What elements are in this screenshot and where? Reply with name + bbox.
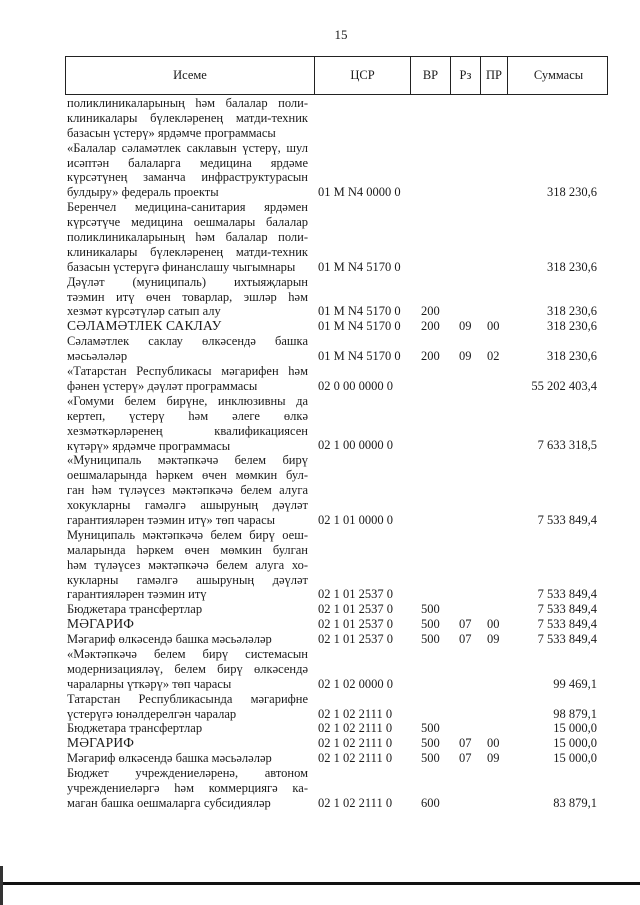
row-name-cell <box>65 617 313 632</box>
row-name-line: Беренчел медицина-санитария ярдәмен <box>67 200 308 215</box>
row-name-cell <box>65 721 313 736</box>
row-name-cell <box>65 96 313 141</box>
row-name-line: Татарстан Республикасында мәгарифне <box>67 691 308 706</box>
row-pr-cell: 00 <box>487 617 500 632</box>
row-csr-cell: 01 M N4 5170 0 <box>318 259 401 274</box>
row-name-line: күрсәтүче медицина оешмалары балалар <box>67 215 308 230</box>
row-vr-cell: 500 <box>421 602 440 617</box>
row-name-cell <box>65 602 313 617</box>
row-csr-cell: 02 0 00 0000 0 <box>318 378 393 393</box>
row-csr-cell: 01 M N4 5170 0 <box>318 304 401 319</box>
row-name-line: «Балалар сәламәтлек саклавын үстерү, шул <box>67 140 308 155</box>
row-pr-cell: 02 <box>487 349 500 364</box>
row-sum-cell: 318 230,6 <box>547 349 597 364</box>
table-row <box>65 692 608 722</box>
row-sum-cell: 7 633 318,5 <box>537 438 597 453</box>
row-csr-cell: 02 1 01 2537 0 <box>318 587 393 602</box>
row-vr-cell: 500 <box>421 721 440 736</box>
row-name-cell <box>65 394 313 454</box>
row-name-line: Мәгариф өлкәсендә башка мәсьәләләр <box>67 751 272 766</box>
row-name-cell <box>65 632 313 647</box>
row-csr-cell: 01 M N4 0000 0 <box>318 185 401 200</box>
table-row <box>65 602 608 617</box>
row-name-line: «Муниципаль мәктәпкәчә белем бирү <box>67 453 308 468</box>
table-row <box>65 736 608 751</box>
row-vr-cell: 500 <box>421 632 440 647</box>
row-name-line: маган башка оешмаларга субсидияләр <box>67 795 271 810</box>
column-header-vr: ВР <box>410 57 450 94</box>
row-name-line: хезмәткәрләренең квалификациясен <box>67 423 308 438</box>
table-row <box>65 632 608 647</box>
row-name-line: үстерүгә юнәлдерелгән чаралар <box>67 706 237 721</box>
row-name-line: МӘГАРИФ <box>67 736 135 751</box>
row-name-line: Муниципаль мәктәпкәчә белем бирү оеш- <box>67 527 308 542</box>
row-rz-cell: 07 <box>459 617 472 632</box>
table-body <box>65 96 608 811</box>
row-name-cell <box>65 200 313 274</box>
row-name-line: «Гомуми белем бирүне, инклюзивны да <box>67 393 308 408</box>
column-header-sum: Суммасы <box>507 57 609 94</box>
row-name-line: клиникалары бүлекләренең матди-техник <box>67 110 308 125</box>
table-row <box>65 334 608 364</box>
table-row <box>65 394 608 454</box>
row-name-line: Бюджетара трансфертлар <box>67 721 203 736</box>
row-pr-cell: 09 <box>487 751 500 766</box>
row-name-cell <box>65 692 313 722</box>
row-csr-cell: 02 1 02 0000 0 <box>318 676 393 691</box>
row-sum-cell: 7 533 849,4 <box>537 617 597 632</box>
column-header-csr: ЦСР <box>314 57 410 94</box>
row-sum-cell: 83 879,1 <box>553 795 597 810</box>
row-name-line: кертеп, үстерү һәм әлеге өлкә <box>67 408 308 423</box>
row-name-line: МӘГАРИФ <box>67 617 135 632</box>
row-name-line: күрсәтүнең заманча инфраструктурасын <box>67 170 308 185</box>
row-csr-cell: 02 1 01 2537 0 <box>318 617 393 632</box>
row-name-line: хокукларны гамәлгә ашыруның дәүләт <box>67 498 308 513</box>
row-csr-cell: 02 1 01 2537 0 <box>318 632 393 647</box>
table-header <box>65 56 608 95</box>
table-row <box>65 766 608 811</box>
row-csr-cell: 02 1 00 0000 0 <box>318 438 393 453</box>
row-csr-cell: 02 1 01 2537 0 <box>318 602 393 617</box>
row-csr-cell: 02 1 02 2111 0 <box>318 751 393 766</box>
row-vr-cell: 500 <box>421 617 440 632</box>
row-sum-cell: 15 000,0 <box>553 751 597 766</box>
row-csr-cell: 02 1 02 2111 0 <box>318 736 393 751</box>
table-row <box>65 453 608 527</box>
column-header-name: Исеме <box>173 68 207 82</box>
row-name-line: поликлиникаларының һәм балалар поли- <box>67 96 308 110</box>
row-name-line: Дәүләт (муниципаль) ихтыяҗларын <box>67 274 308 289</box>
row-pr-cell: 00 <box>487 319 500 334</box>
row-csr-cell: 02 1 01 0000 0 <box>318 512 393 527</box>
row-name-line: «Татарстан Республикасы мәгарифен һәм <box>67 364 308 379</box>
row-rz-cell: 09 <box>459 319 472 334</box>
row-rz-cell: 07 <box>459 751 472 766</box>
row-sum-cell: 15 000,0 <box>553 721 597 736</box>
row-sum-cell: 7 533 849,4 <box>537 602 597 617</box>
table-row <box>65 200 608 274</box>
row-name-line: «Мәктәпкәчә белем бирү системасын <box>67 647 308 662</box>
row-sum-cell: 98 879,1 <box>553 706 597 721</box>
row-name-cell <box>65 319 313 334</box>
row-rz-cell: 07 <box>459 632 472 647</box>
scan-edge-line <box>0 882 640 885</box>
page-number: 15 <box>334 27 348 42</box>
row-sum-cell: 7 533 849,4 <box>537 632 597 647</box>
table-row <box>65 96 608 141</box>
row-csr-cell: 02 1 02 2111 0 <box>318 721 393 736</box>
row-name-line: базасын үстерүгә финанслашу чыгымнары <box>67 259 296 274</box>
row-name-line: кукларны гамәлгә ашыруның дәүләт <box>67 572 308 587</box>
table-row <box>65 647 608 692</box>
table-row <box>65 364 608 394</box>
column-header-rz: Рз <box>450 57 480 94</box>
row-csr-cell: 02 1 02 2111 0 <box>318 795 393 810</box>
scan-edge-left <box>0 866 3 905</box>
row-name-line: СӘЛАМӘТЛЕК САКЛАУ <box>67 319 222 334</box>
row-pr-cell: 00 <box>487 736 500 751</box>
row-name-line: булдыру» федераль проекты <box>67 185 219 200</box>
row-name-cell <box>65 364 313 394</box>
row-name-line: учреждениеләргә һәм коммерциягә ка- <box>67 781 308 796</box>
row-name-line: гарантияләрен тәэмин итү» төп чарасы <box>67 512 276 527</box>
row-name-line: һәм түләүсез мәктәпкәчә белем алуга хо- <box>67 557 308 572</box>
row-name-line: модернизацияләү, белем бирү өлкәсендә <box>67 661 308 676</box>
row-name-line: ган һәм түләүсез мәктәпкәчә белем алуга <box>67 483 308 498</box>
row-sum-cell: 7 533 849,4 <box>537 512 597 527</box>
row-vr-cell: 500 <box>421 751 440 766</box>
row-name-line: чараларны үткәрү» төп чарасы <box>67 676 232 691</box>
row-name-line: исәптән балаларга медицина ярдәме <box>67 155 308 170</box>
row-sum-cell: 7 533 849,4 <box>537 587 597 602</box>
table-row <box>65 141 608 201</box>
table-row <box>65 528 608 602</box>
row-pr-cell: 09 <box>487 632 500 647</box>
table-row <box>65 617 608 632</box>
row-sum-cell: 55 202 403,4 <box>531 378 597 393</box>
row-name-line: маларында һәркем өчен мөмкин булган <box>67 542 308 557</box>
row-name-line: тәэмин итү өчен товарлар, эшләр һәм <box>67 289 308 304</box>
row-name-cell <box>65 751 313 766</box>
row-csr-cell: 02 1 02 2111 0 <box>318 706 393 721</box>
row-csr-cell: 01 M N4 5170 0 <box>318 349 401 364</box>
row-vr-cell: 600 <box>421 795 440 810</box>
row-name-line: Бюджетара трансфертлар <box>67 602 203 617</box>
row-rz-cell: 09 <box>459 349 472 364</box>
row-sum-cell: 15 000,0 <box>553 736 597 751</box>
row-name-line: Сәламәтлек саклау өлкәсендә башка <box>67 334 308 349</box>
row-name-line: мәсьәләләр <box>67 349 128 364</box>
row-name-cell <box>65 275 313 320</box>
row-sum-cell: 318 230,6 <box>547 259 597 274</box>
row-name-cell <box>65 647 313 692</box>
table-row <box>65 751 608 766</box>
row-name-line: оешмаларында һәркем өчен мөмкин бул- <box>67 468 308 483</box>
column-header-pr: ПР <box>480 57 507 94</box>
row-vr-cell: 200 <box>421 349 440 364</box>
row-rz-cell: 07 <box>459 736 472 751</box>
table-row <box>65 721 608 736</box>
row-name-line: хезмәт күрсәтүләр сатып алу <box>67 304 221 319</box>
table-row <box>65 275 608 320</box>
row-name-cell <box>65 141 313 201</box>
row-name-line: клиникалары бүлекләренең матди-техник <box>67 244 308 259</box>
row-vr-cell: 200 <box>421 304 440 319</box>
row-name-line: күтәрү» ярдәмче программасы <box>67 438 231 453</box>
row-name-cell <box>65 736 313 751</box>
row-name-cell <box>65 528 313 602</box>
row-name-cell <box>65 453 313 527</box>
row-name-cell <box>65 334 313 364</box>
row-name-line: фәнен үстерү» дәүләт программасы <box>67 378 258 393</box>
row-csr-cell: 01 M N4 5170 0 <box>318 319 401 334</box>
row-vr-cell: 200 <box>421 319 440 334</box>
row-name-line: поликлиникаларының һәм балалар поли- <box>67 230 308 245</box>
row-name-line: Мәгариф өлкәсендә башка мәсьәләләр <box>67 632 272 647</box>
row-name-line: гарантияләрен тәэмин итү <box>67 587 207 602</box>
row-name-line: базасын үстерү» ярдәмче программасы <box>67 125 276 140</box>
row-sum-cell: 99 469,1 <box>553 676 597 691</box>
row-name-line: Бюджет учреждениеләренә, автоном <box>67 766 308 781</box>
row-name-cell <box>65 766 313 811</box>
row-sum-cell: 318 230,6 <box>547 304 597 319</box>
row-sum-cell: 318 230,6 <box>547 185 597 200</box>
row-sum-cell: 318 230,6 <box>547 319 597 334</box>
table-row <box>65 319 608 334</box>
row-vr-cell: 500 <box>421 736 440 751</box>
